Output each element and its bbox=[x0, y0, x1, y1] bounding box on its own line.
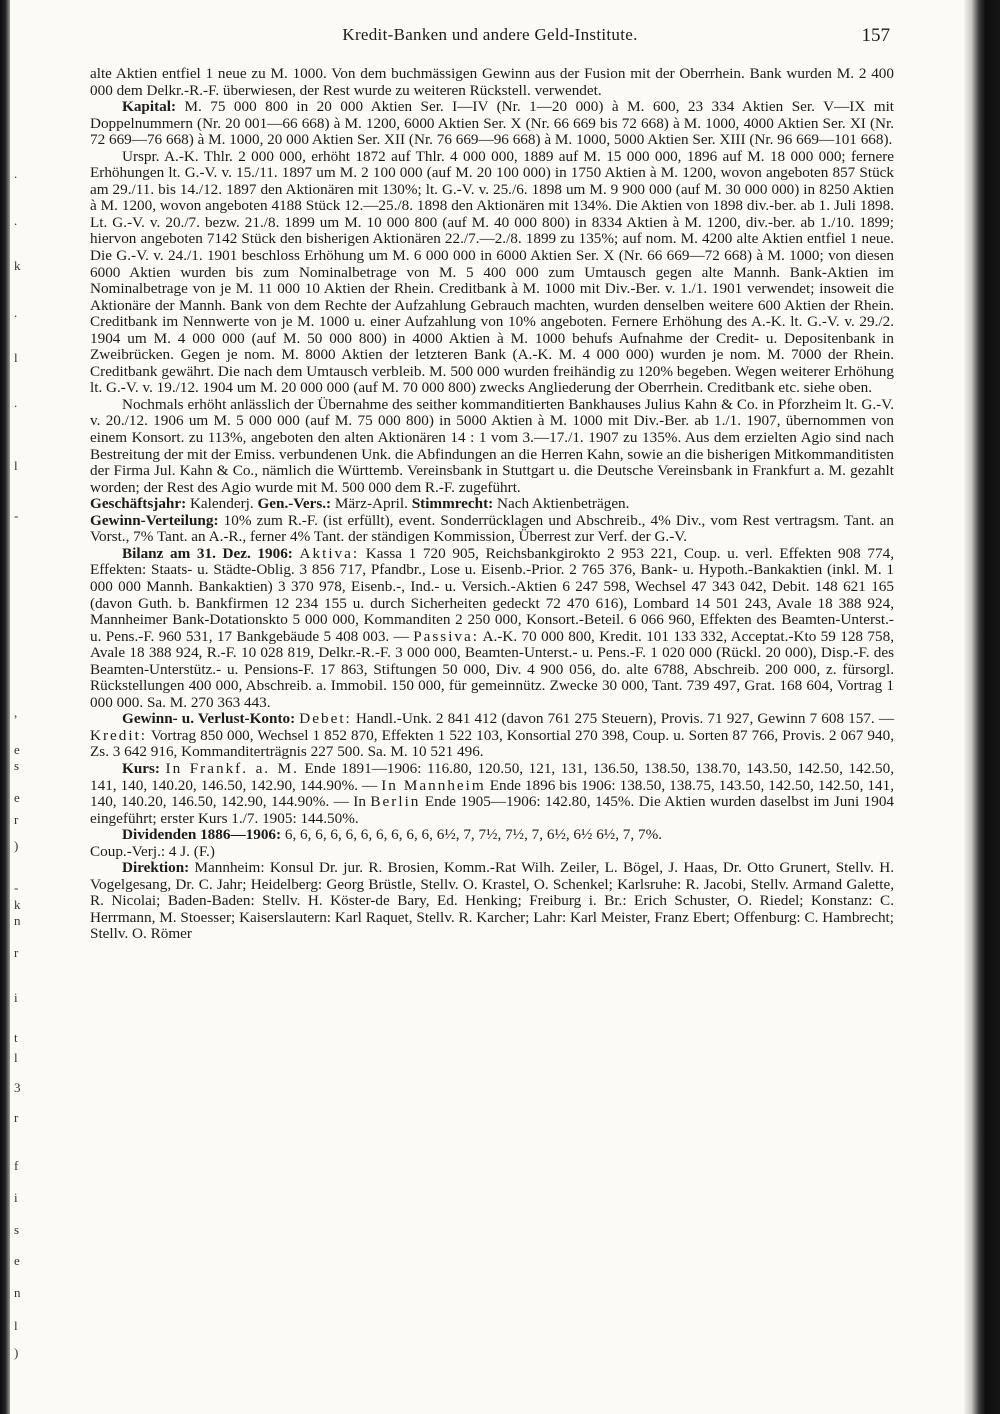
page-header bbox=[90, 25, 890, 49]
margin-marks bbox=[14, 0, 30, 1414]
margin-mark: n bbox=[14, 913, 21, 928]
gewinn-verteilung-label: Gewinn-Verteilung: bbox=[90, 511, 219, 529]
margin-mark: l bbox=[14, 458, 18, 473]
direktion-label: Direktion: bbox=[122, 859, 190, 877]
margin-mark: r bbox=[14, 812, 19, 827]
paragraph-kapital bbox=[90, 99, 894, 149]
passiva-text: A.-K. 70 000 800, Kredit. 101 133 332, Acceptat.-Kto 59 128 758, Avale 18 388 924, R.-F. 10 028 819, Delkr.-R.-F. 3 000 000, Beamten-Unterst.- u. Pens.-F. 1 020 000 (Rückl. 20 000), Disp.-F. des Beamten-Unterstütz.- u. Pensions-F. 17 863, Stiftungen 50 000, Div. 4 900 056, do. alte 6788, Abschreib. 200 000, z. fürsorgl. Rückstellungen 400 000, Abschreib. a. Immobil. 150 000, für gemeinnütz. Zwecke 30 000, Tant. 739 497, Grat. 168 604, Vortrag 1 000 000. Sa. M. 270 363 443. bbox=[90, 627, 894, 711]
margin-mark: k bbox=[14, 897, 21, 912]
paragraph-direktion bbox=[90, 860, 894, 943]
margin-mark: ) bbox=[14, 838, 19, 853]
bilanz-label: Bilanz am 31. Dez. 1906: bbox=[122, 544, 293, 562]
margin-mark: s bbox=[14, 758, 20, 773]
margin-mark: e bbox=[14, 790, 20, 805]
margin-mark: , bbox=[14, 705, 18, 720]
coupon-text: Coup.-Verj.: 4 J. (F.) bbox=[90, 842, 215, 860]
kurs-frankfurt-text: Ende 1891—1906: 116.80, 120.50, 121, 131, 136.50, 138.50, 138.70, 143.50, 142.50, 142.50, 141, 140, 140.20, 146.50, 142.90, 144.90%. — bbox=[90, 759, 895, 794]
gewinn-verteilung-text: 10% zum R.-F. (ist erfüllt), event. Sonderrücklagen und Abschreib., 4% Div., vom Rest vertragsm. Tant. an Vorst., 7% Tant. an A.-R., ferner 4% Tant. der ständigen Kommission, Überrest zur Verf. der G.-V. bbox=[90, 511, 895, 546]
kurs-frankfurt-label: In Frankf. a. M. bbox=[165, 759, 299, 777]
margin-mark: l bbox=[14, 1318, 18, 1333]
stimmrecht-text: Nach Aktienbeträgen. bbox=[497, 495, 630, 513]
guv-label: Gewinn- u. Verlust-Konto: bbox=[122, 710, 296, 728]
margin-mark: r bbox=[14, 1110, 19, 1125]
margin-mark: n bbox=[14, 1285, 21, 1300]
dividenden-label: Dividenden 1886—1906: bbox=[122, 826, 282, 844]
margin-mark: . bbox=[14, 395, 18, 410]
kapital-label: Kapital: bbox=[122, 98, 177, 116]
body-text bbox=[90, 66, 894, 943]
scan-edge-right bbox=[964, 0, 1000, 1414]
paragraph-guv bbox=[90, 711, 894, 761]
kredit-label: Kredit: bbox=[90, 726, 148, 744]
paragraph-kurs bbox=[90, 761, 894, 827]
dividenden-text: 6, 6, 6, 6, 6, 6, 6, 6, 6, 6, 6½, 7, 7½, 7½, 7, 6½, 6½ 6½, 7, 7%. bbox=[284, 826, 663, 844]
paragraph-geschaeftsjahr bbox=[90, 496, 894, 513]
paragraph-bilanz bbox=[90, 546, 894, 711]
debet-label: Debet: bbox=[299, 710, 352, 728]
margin-mark: i bbox=[14, 1190, 18, 1205]
geschaeftsjahr-label: Geschäftsjahr: bbox=[90, 495, 187, 513]
passiva-label: Passiva: bbox=[413, 627, 479, 645]
margin-mark: ) bbox=[14, 1345, 19, 1360]
margin-mark: k bbox=[14, 258, 21, 273]
margin-mark: l bbox=[14, 350, 18, 365]
bilanz-text: Kassa 1 720 905, Reichsbankgirokto 2 953 221, Coup. u. verl. Effekten 908 774, Effekten: Staats- u. Städte-Oblig. 3 856 717, Pfandbr., Lose u. Eisenb.-Prior. 2 765 376, Bank- u. Hypoth.-Bankaktien (inkl. M. 1 000 000 Mannh. Bankaktien) 3 370 978, Eisenb.-, Ind.- u. Versich.-Aktien 6 247 598, Wechsel 47 343 042, Debit. 148 621 165 (davon Guth. b. Bankfirmen 12 234 155 u. durch Sicherheiten gedeckt 72 470 616), Lombard 14 501 243, Avale 18 388 924, Mannheimer Bank-Dotationskto 5 000 000, Kommanditen 2 250 000, Konsort.-Beteil. 6 066 960, Effekten des Beamten-Unterst.- u. Pens.-F. 960 531, 17 Bankgebäude 5 408 003. — bbox=[90, 544, 895, 645]
margin-mark: e bbox=[14, 742, 20, 757]
margin-mark: . bbox=[14, 213, 18, 228]
kapital-text: M. 75 000 800 in 20 000 Aktien Ser. I—IV (Nr. 1—20 000) à M. 600, 23 334 Aktien Ser. V—IX mit Doppelnummern (Nr. 20 001—66 668) à M. 1200, 6000 Aktien Ser. X (Nr. 66 669 bis 72 668) à M. 1000, 4000 Aktien Ser. XI (Nr. 72 669—76 668) à M. 1000, 20 000 Aktien Ser. XII (Nr. 76 669—96 668) à M. 1000, 5000 Aktien Ser. XIII (Nr. 96 669—101 668). bbox=[90, 98, 895, 149]
kurs-mannheim-text: Ende 1896 bis 1906: 138.50, 138.75, 143.50, 142.50, 142.50, 141, 140, 140.20, 146.50, 142.90, 144.90%. — In bbox=[90, 776, 894, 811]
kurs-mannheim-label: In Mannheim bbox=[381, 776, 486, 794]
paragraph-gewinn-verteilung bbox=[90, 513, 894, 546]
paragraph-fusion: alte Aktien entfiel 1 neue zu M. 1000. Von dem buchmässigen Gewinn aus der Fusion mit der Oberrhein. Bank wurden M. 2 400 000 dem Delkr.-R.-F. überwiesen, der Rest wurde zu weiteren Rückstell. verwendet. bbox=[90, 65, 894, 99]
margin-mark: . bbox=[14, 166, 18, 181]
paragraph-nochmals: Nochmals erhöht anlässlich der Übernahme des seither kommanditierten Bankhauses Julius Kahn & Co. in Pforzheim lt. G.-V. v. 20./12. 1906 um M. 5 000 000 (auf M. 75 000 800) in 5000 Aktien à M. 1000 mit Div.-Ber. ab 1./1. 1907, übernommen von einem Konsort. zu 113%, angeboten den alten Aktionären 14 : 1 vom 3.—17./1. 1907 zu 135%. Aus dem erzielten Agio sind nach Bestreitung der mit der Emiss. verbundenen Unk. die Abfindungen an die Herren Kahn, sowie an die bisherigen Mitkommanditisten der Firma Jul. Kahn & Co., nämlich die Württemb. Vereinsbank in Stuttgart u. die Deutsche Vereinsbank in Frankfurt a. M. gezahlt worden; der Rest des Agio wurde mit M. 500 000 dem R.-F. zugeführt. bbox=[90, 395, 894, 496]
geschaeftsjahr-text: Kalenderj. bbox=[189, 495, 254, 513]
scan-edge-left bbox=[0, 0, 10, 1414]
kredit-text: Vortrag 850 000, Wechsel 1 852 870, Effekten 1 522 103, Konsortial 270 398, Coup. u. Sorten 87 766, Provis. 2 067 940, Zs. 3 642 916, Kommanditerträgnis 227 500. Sa. M. 10 521 496. bbox=[90, 726, 894, 761]
direktion-text: Mannheim: Konsul Dr. jur. R. Brosien, Komm.-Rat Wilh. Zeiler, L. Bögel, J. Haas, Dr. Otto Grunert, Stellv. H. Vogelgesang, Dr. C. Jahr; Heidelberg: Georg Brüstle, Stellv. O. Krastel, O. Schenkel; Karlsruhe: R. Jacobi, Stellv. Armand Galette, R. Nicolai; Baden-Baden: Stellv. H. Köster-de Bary, Ed. Henking; Freiburg i. Br.: Erich Schuster, O. Riedel; Konstanz: C. Herrmann, M. Stoesser; Kaiserslautern: Karl Raquet, Stellv. R. Karcher; Lahr: Karl Meister, Franz Ebert; Offenburg: C. Hambrecht; Stellv. O. Römer bbox=[90, 859, 894, 943]
margin-mark: i bbox=[14, 990, 18, 1005]
genvers-label: Gen.-Vers.: bbox=[257, 495, 332, 513]
kurs-label: Kurs: bbox=[122, 759, 160, 777]
margin-mark: f bbox=[14, 1158, 19, 1173]
kurs-berlin-text: Ende 1905—1906: 142.80, 145%. Die Aktien wurden daselbst im Juni 1904 eingeführt; erster Kurs 1./7. 1905: 144.50%. bbox=[90, 793, 895, 827]
stimmrecht-label: Stimmrecht: bbox=[411, 495, 494, 513]
page-number: 157 bbox=[861, 25, 890, 46]
margin-mark: t bbox=[14, 1030, 18, 1045]
debet-text: Handl.-Unk. 2 841 412 (davon 761 275 Steuern), Provis. 71 927, Gewinn 7 608 157. — bbox=[355, 710, 895, 728]
margin-mark: l bbox=[14, 1050, 18, 1065]
margin-mark: . bbox=[14, 305, 18, 320]
running-title: Kredit-Banken und andere Geld-Institute. bbox=[342, 25, 638, 44]
genvers-text: März-April. bbox=[334, 495, 408, 513]
margin-mark: r bbox=[14, 945, 19, 960]
margin-mark: 3 bbox=[14, 1080, 21, 1095]
aktiva-label: Aktiva: bbox=[299, 544, 360, 562]
margin-mark: - bbox=[14, 880, 19, 895]
margin-mark: s bbox=[14, 1222, 20, 1237]
margin-mark: - bbox=[14, 508, 19, 523]
margin-mark: e bbox=[14, 1253, 20, 1268]
paragraph-urspr: Urspr. A.-K. Thlr. 2 000 000, erhöht 1872 auf Thlr. 4 000 000, 1889 auf M. 15 000 000, 1896 auf M. 18 000 000; fernere Erhöhungen lt. G.-V. v. 15./11. 1897 um M. 2 100 000 (auf M. 20 100 000) in 1750 Aktien à M. 1200, wovon angeboten 857 Stück am 29./11. bis 14./12. 1897 den Aktionären mit 130%; lt. G.-V. v. 25./6. 1898 um M. 9 900 000 (auf M. 30 000 000) in 8250 Aktien à M. 1200, wovon angeboten 4188 Stück 12.—25./8. 1898 den Aktionären mit 134%. Die Aktien von 1898 div.-ber. ab 1. Juli 1898. Lt. G.-V. v. 20./7. bezw. 21./8. 1899 um M. 10 000 800 (auf M. 40 000 800) in 8334 Aktien à M. 1200, div.-ber. ab 1./10. 1899; hiervon angeboten 7142 Stück den bisherigen Aktionären 22./7.—2./8. 1899 zu 135%; auf nom. M. 4200 alte Aktien entfiel 1 neue. Die G.-V. v. 24./1. 1901 beschloss Erhöhung um M. 6 000 000 in 6000 Aktien Ser. X (Nr. 66 669—72 668) à M. 1000; von diesen 6000 Aktien wurden bis zum Nominalbetrage von M. 5 400 000 zum Umtausch gegen alte Mannh. Bank-Aktien im Nominalbetrage von je M. 11 000 10 Aktien der Rhein. Creditbank à M. 1000 mit Div.-Ber. v. 1./1. 1901 verwendet; insoweit die Aktionäre der Mannh. Bank von dem Rechte der Aufzahlung Gebrauch machten, wurden denselben weitere 600 Aktien der Rhein. Creditbank im Nennwerte von je M. 1000 u. einer Aufzahlung von 10% angeboten. Fernere Erhöhung des A.-K. lt. G.-V. v. 29./2. 1904 um M. 4 000 000 (auf M. 50 000 800) in 4000 Aktien à M. 1000 behufs Aufnahme der Credit- u. Depositenbank in Zweibrücken. Gegen je nom. M. 8000 Aktien der letzteren Bank (A.-K. M. 4 000 000) wurden je nom. M. 7000 der Rhein. Creditbank gewährt. Die nach dem Umtausch verbleib. M. 500 000 wurden freihändig zu 120% begeben. Wegen weiterer Erhöhung lt. G.-V. v. 19./12. 1904 um M. 20 000 000 (auf M. 70 000 800) zwecks Angliederung der Oberrhein. Creditbank etc. siehe oben. bbox=[90, 147, 894, 397]
kurs-berlin-label: Berlin bbox=[370, 793, 421, 811]
paragraph-coupon bbox=[90, 844, 894, 861]
paragraph-dividenden bbox=[90, 827, 894, 844]
